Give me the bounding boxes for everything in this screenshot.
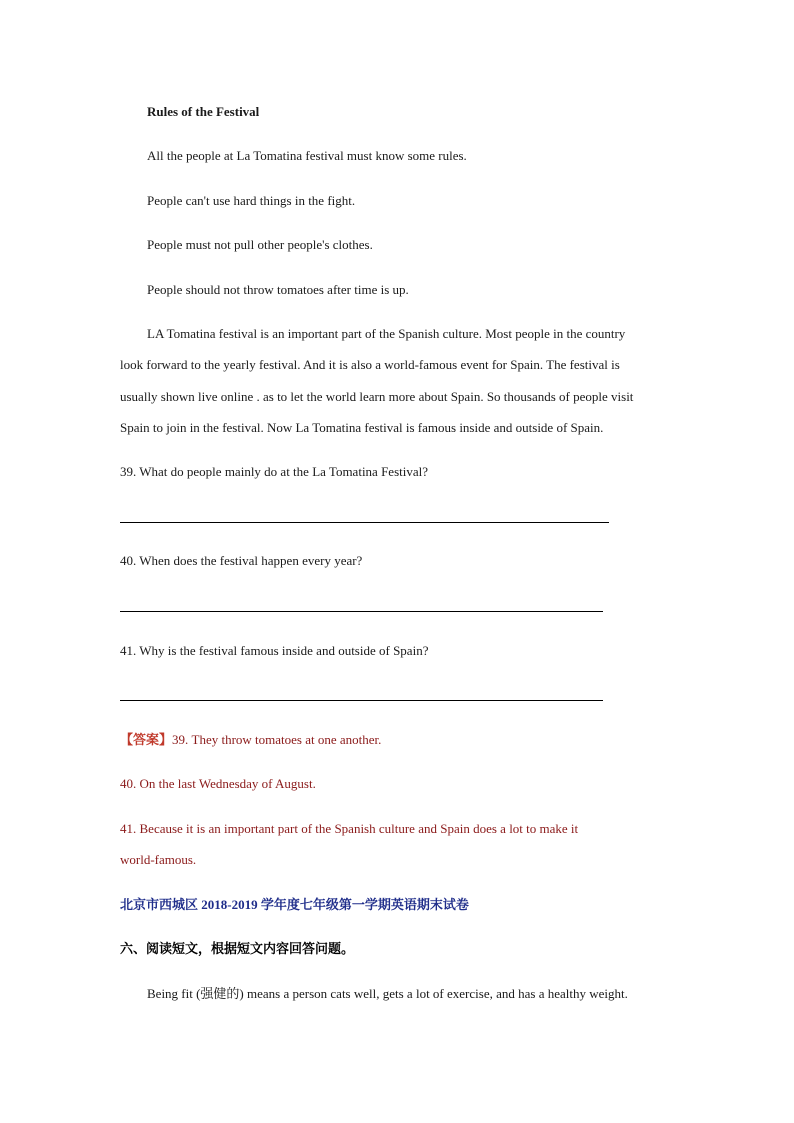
paragraph-line-1: LA Tomatina festival is an important part of the Spanish culture. Most people in the country	[147, 326, 626, 341]
answer-39-row	[120, 732, 381, 748]
paragraph-line-4: Spain to join in the festival. Now La Tomatina festival is famous inside and outside of Spain.	[120, 420, 604, 435]
paragraph-line-3: usually shown live online . as to let the world learn more about Spain. So thousands of people visit	[120, 389, 634, 404]
answer-line-41	[120, 700, 603, 701]
answer-41-line-2: world-famous.	[120, 852, 197, 867]
exam-title: 北京市西城区 2018-2019 学年度七年级第一学期英语期末试卷	[120, 897, 469, 912]
rule-2: People can't use hard things in the fight.	[147, 193, 356, 208]
answer-line-39	[120, 522, 609, 523]
rule-4: People should not throw tomatoes after time is up.	[147, 282, 409, 297]
question-41: 41. Why is the festival famous inside and outside of Spain?	[120, 643, 429, 658]
next-passage-line: Being fit (强健的) means a person cats well, gets a lot of exercise, and has a healthy weight.	[147, 986, 628, 1001]
question-39: 39. What do people mainly do at the La Tomatina Festival?	[120, 464, 429, 479]
answer-line-40	[120, 611, 603, 612]
rule-3: People must not pull other people's clothes.	[147, 237, 373, 252]
question-40: 40. When does the festival happen every year?	[120, 553, 363, 568]
paragraph-line-2: look forward to the yearly festival. And it is also a world-famous event for Spain. The festival is	[120, 357, 620, 372]
answer-tag: 【答案】	[120, 732, 173, 747]
rule-1: All the people at La Tomatina festival must know some rules.	[147, 148, 467, 163]
section-title: Rules of the Festival	[147, 104, 260, 119]
answer-40: 40. On the last Wednesday of August.	[120, 776, 316, 791]
answer-39: 39. They throw tomatoes at one another.	[172, 732, 382, 747]
answer-41-line-1: 41. Because it is an important part of the Spanish culture and Spain does a lot to make it	[120, 821, 579, 836]
section-heading: 六、阅读短文，根据短文内容回答问题。	[120, 941, 355, 956]
